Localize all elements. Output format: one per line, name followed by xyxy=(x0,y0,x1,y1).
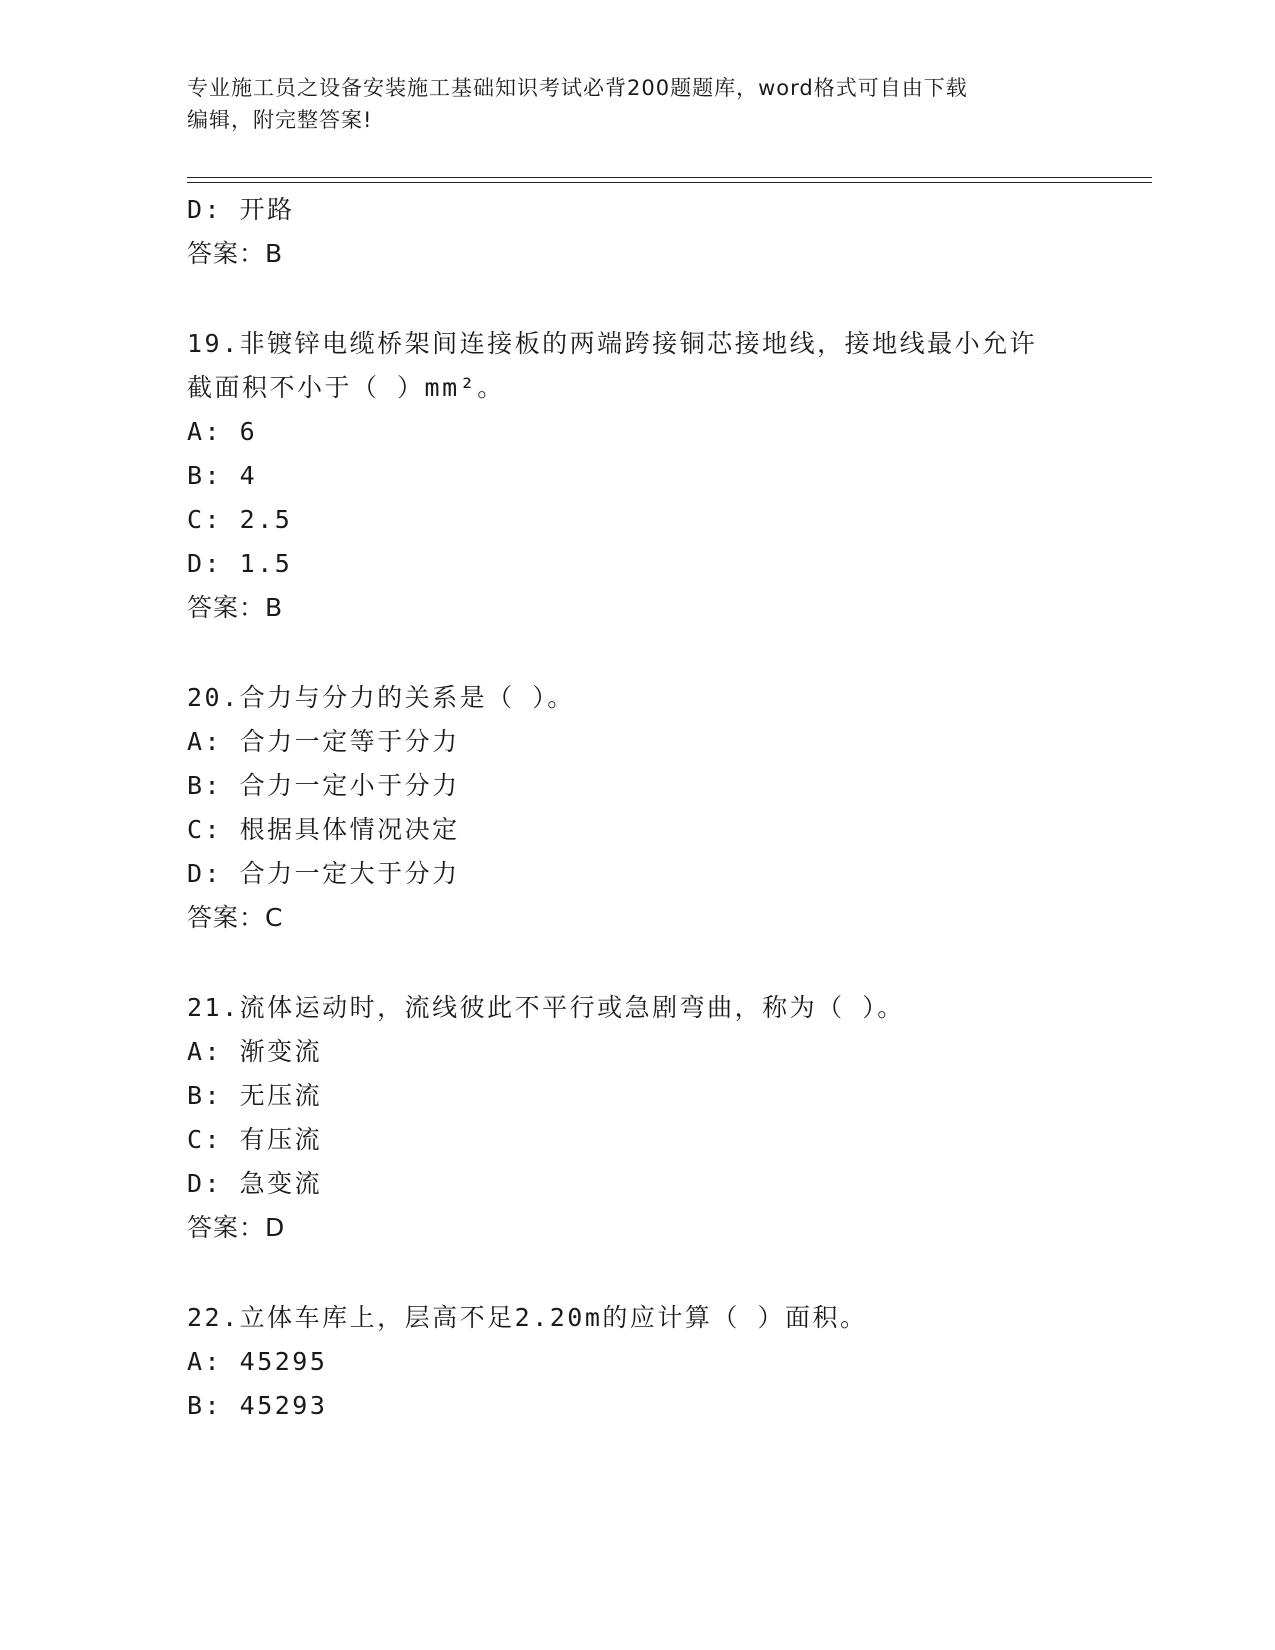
question-21-stem: 21.流体运动时，流线彼此不平行或急剧弯曲，称为（ ）。 xyxy=(187,993,905,1022)
question-19-option-a: A: 6 xyxy=(187,417,258,446)
question-20-option-b: B: 合力一定小于分力 xyxy=(187,771,460,800)
header-divider-top xyxy=(187,177,1152,178)
question-19-answer: 答案：B xyxy=(187,593,284,622)
question-20-option-c: C: 根据具体情况决定 xyxy=(187,815,460,844)
question-21-option-b: B: 无压流 xyxy=(187,1081,323,1110)
question-20-option-a: A: 合力一定等于分力 xyxy=(187,727,460,756)
question-21-option-d: D: 急变流 xyxy=(187,1169,323,1198)
question-22-option-b: B: 45293 xyxy=(187,1391,328,1420)
answer-prev: 答案：B xyxy=(187,239,284,268)
document-header xyxy=(187,72,1087,136)
question-21-answer: 答案：D xyxy=(187,1213,286,1242)
header-line-2: 编辑，附完整答案! xyxy=(187,108,373,132)
header-divider-bottom xyxy=(187,182,1152,183)
question-19-option-d: D: 1.5 xyxy=(187,549,293,578)
question-20-answer: 答案：C xyxy=(187,903,284,932)
option-d-prev: D: 开路 xyxy=(187,195,295,224)
question-19-option-c: C: 2.5 xyxy=(187,505,293,534)
question-22-option-a: A: 45295 xyxy=(187,1347,328,1376)
question-19-option-b: B: 4 xyxy=(187,461,258,490)
header-line-1: 专业施工员之设备安装施工基础知识考试必背200题题库，word格式可自由下载 xyxy=(187,76,968,100)
question-20-option-d: D: 合力一定大于分力 xyxy=(187,859,460,888)
question-22-stem: 22.立体车库上，层高不足2.20m的应计算（ ）面积。 xyxy=(187,1303,868,1332)
question-19-stem-line-2: 截面积不小于（ ）mm²。 xyxy=(187,373,505,402)
question-20-stem: 20.合力与分力的关系是（ ）。 xyxy=(187,683,575,712)
question-19-stem-line-1: 19.非镀锌电缆桥架间连接板的两端跨接铜芯接地线，接地线最小允许 xyxy=(187,329,1038,358)
question-21-option-a: A: 渐变流 xyxy=(187,1037,323,1066)
question-21-option-c: C: 有压流 xyxy=(187,1125,323,1154)
